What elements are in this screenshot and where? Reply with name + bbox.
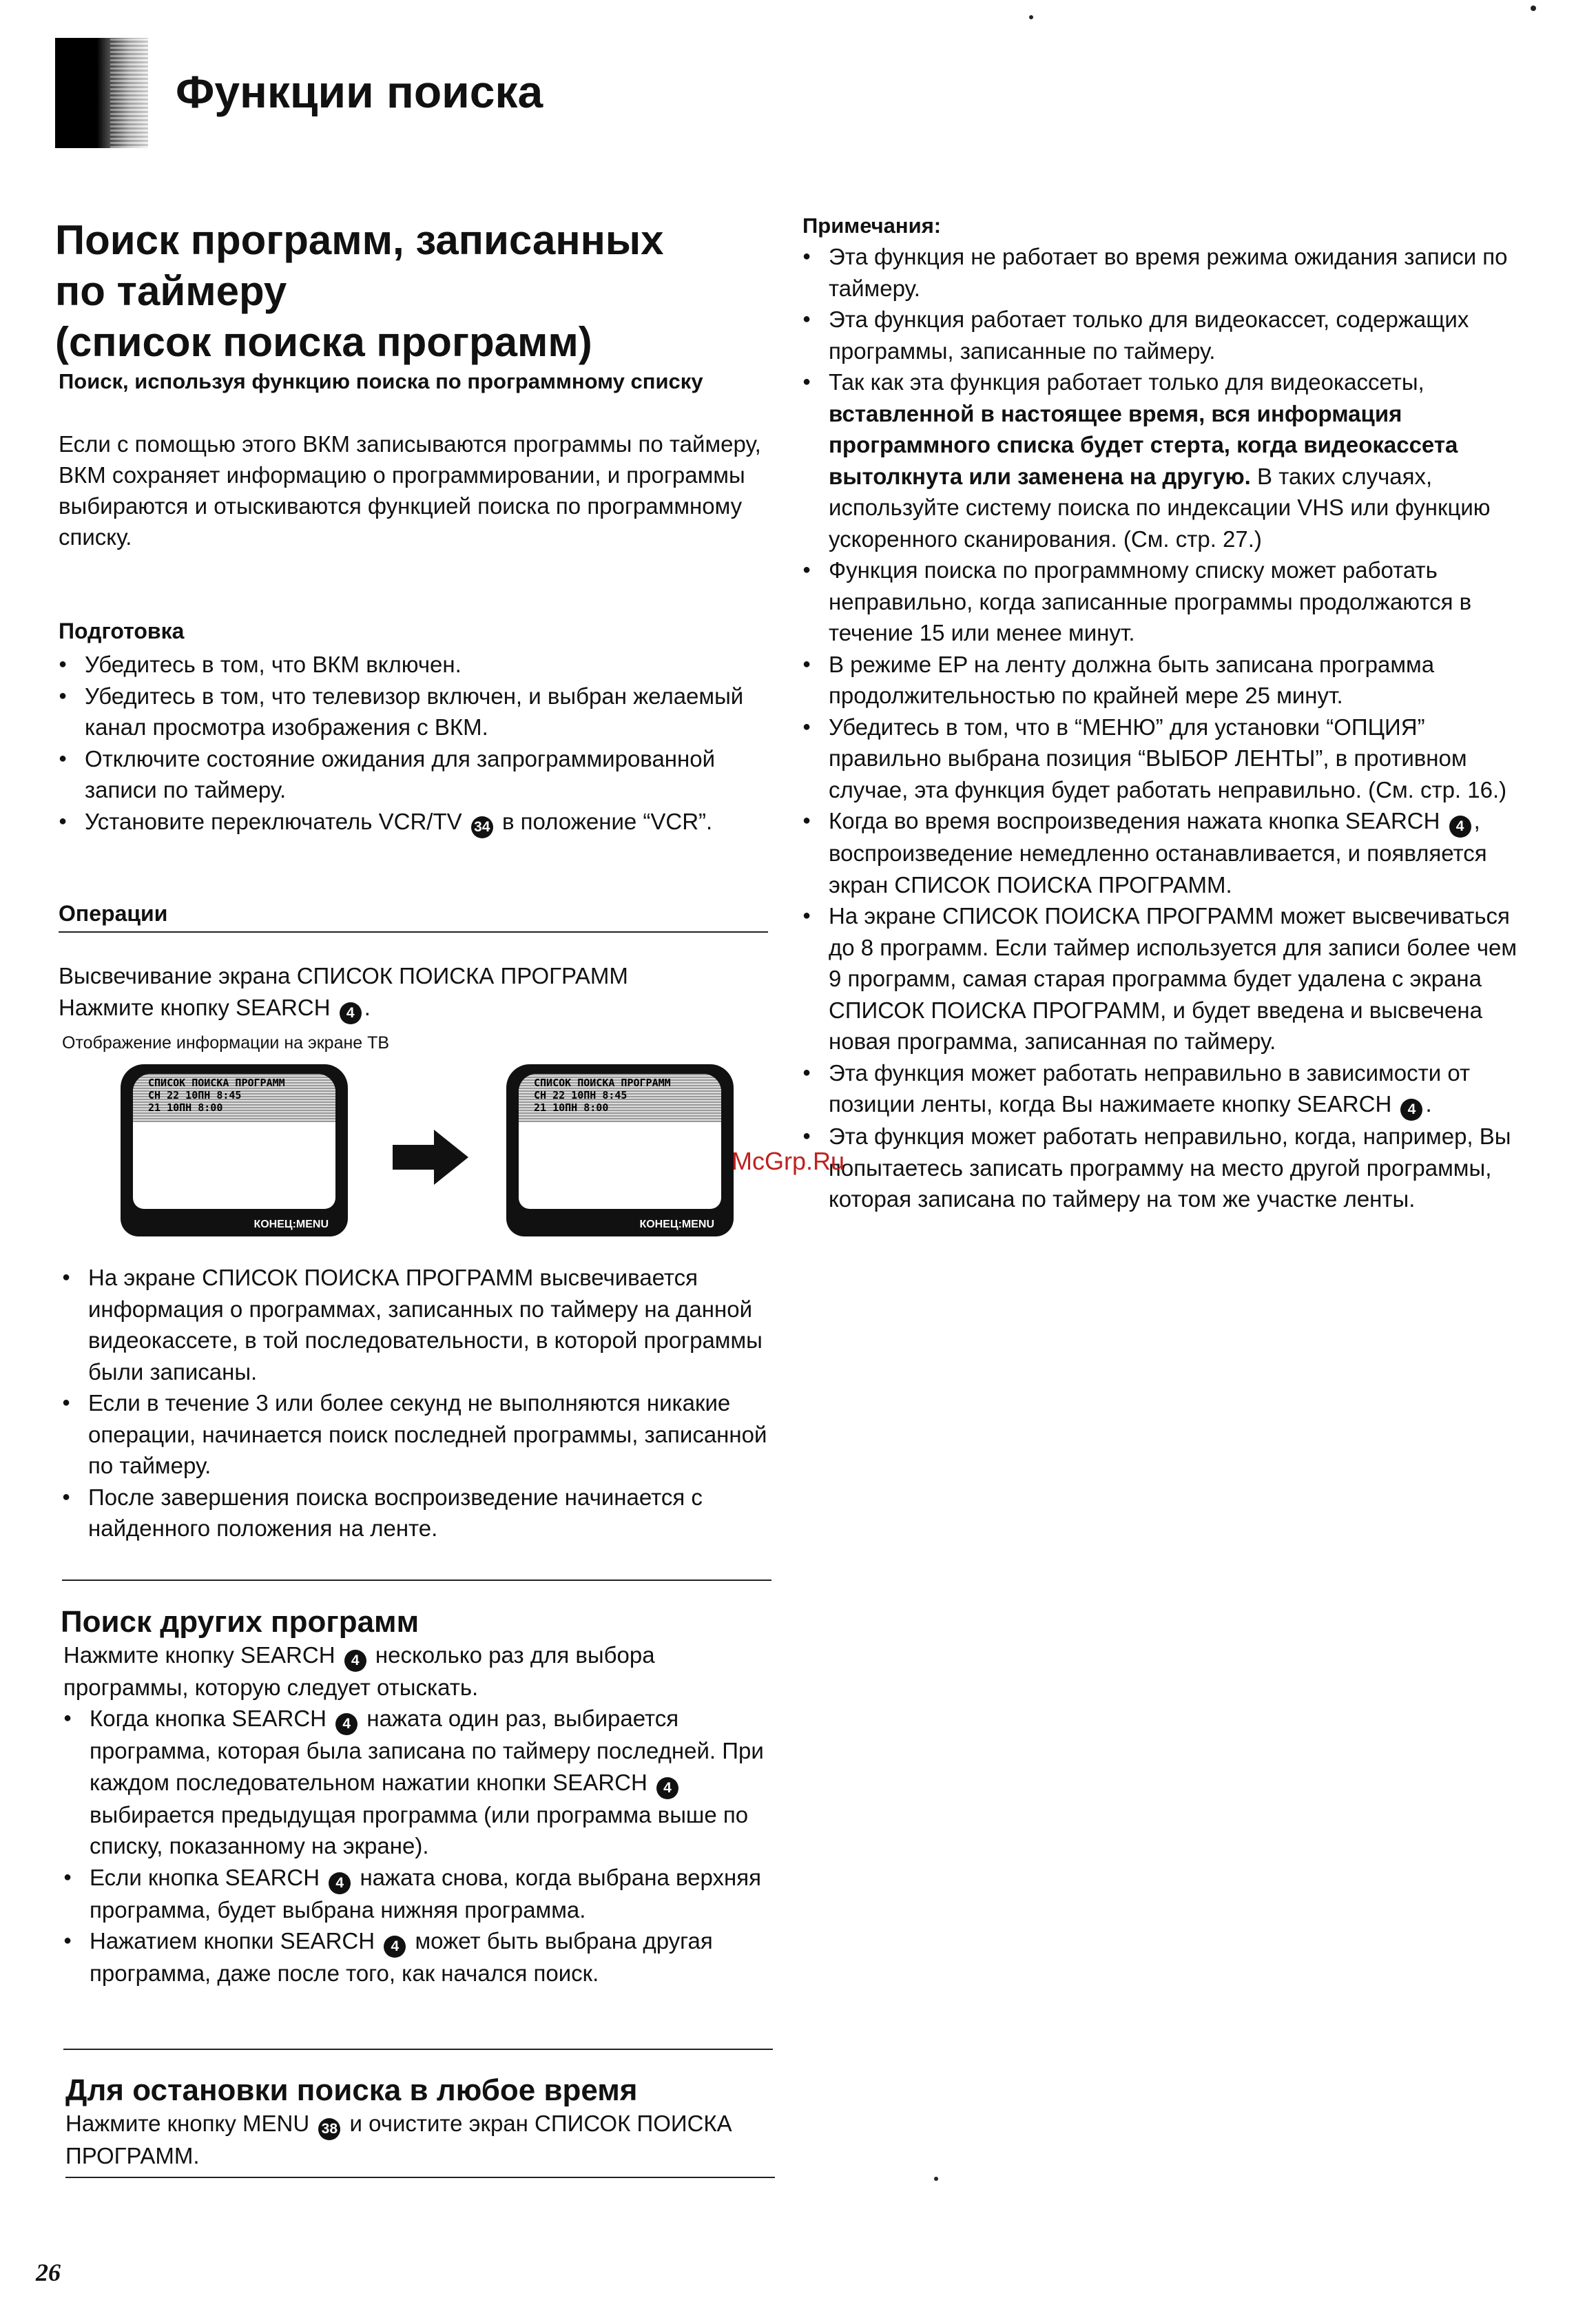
section-tab-marker	[55, 38, 148, 148]
operations-label: Операции	[59, 901, 168, 926]
preparation-label: Подготовка	[59, 619, 185, 643]
other-programs-intro: Нажмите кнопку SEARCH 4 несколько раз для выбора программы, которую следует отыскать.	[63, 1642, 655, 1700]
note-item: ● Эта функция работает только для видеокассет, содержащих программы, записанные по таймеру.	[802, 304, 1526, 366]
operations-item: ● Если в течение 3 или более секунд не выполняются никакие операции, начинается поиск последней программы, записанной по таймеру.	[62, 1387, 771, 1482]
intro-text: Если с помощью этого ВКМ записываются программы по таймеру, ВКМ сохраняет информацию о программировании, и программы выбираются и отыскиваются функцией поиска по программному списку.	[59, 431, 761, 550]
scan-speck	[934, 2177, 938, 2181]
note-item: ● Так как эта функция работает только для видеокассеты, вставленной в настоящее время, вся информация программного списка будет стерта, когда видеокассета вытолкнута или заменена на другую. В таких случаях, используйте систему поиска по индексации VHS или функцию ускоренного сканирования. (См. стр. 27.)	[802, 366, 1526, 555]
note-item: ● В режиме EP на ленту должна быть записана программа продолжительностью по крайней мере 25 минут.	[802, 649, 1526, 712]
search-button-ref: 4	[335, 1713, 357, 1735]
search-button-ref: 4	[1449, 816, 1471, 838]
divider	[62, 1580, 771, 1581]
main-heading	[55, 215, 778, 368]
note-item: ● Убедитесь в том, что в “МЕНЮ” для установки “ОПЦИЯ” правильно выбрана позиция “ВЫБОР ЛЕНТЫ”, в противном случае, эта функция будет работать неправильно. (См. стр. 16.)	[802, 712, 1526, 806]
note-item: ● Эта функция не работает во время режима ожидания записи по таймеру.	[802, 241, 1526, 304]
intro-subhead: Поиск, используя функцию поиска по программному списку	[59, 369, 703, 393]
tv-list-row: CH 22 10ПН 8:45	[534, 1089, 628, 1101]
tv-display-caption: Отображение информации на экране ТВ	[62, 1033, 390, 1053]
section-title: Функции поиска	[176, 66, 543, 117]
other-programs-heading: Поиск других программ	[61, 1605, 419, 1639]
page-number: 26	[36, 2259, 61, 2286]
note-item: ● Когда во время воспроизведения нажата кнопка SEARCH 4 , воспроизведение немедленно останавливается, и появляется экран СПИСОК ПОИСКА ПРОГРАММ.	[802, 805, 1526, 900]
search-button-ref: 4	[340, 1002, 362, 1024]
note-item: ● Эта функция может работать неправильно, когда, например, Вы попытаетесь записать программу на место другой программы, которая записана по таймеру на том же участке ленты.	[802, 1121, 1526, 1215]
tv-footer-end-menu: КОНЕЦ:MENU	[639, 1219, 714, 1230]
watermark: McGrp.Ru	[732, 1147, 845, 1175]
tv-screen-after	[506, 1064, 734, 1236]
operations-item: ● После завершения поиска воспроизведение начинается с найденного положения на ленте.	[62, 1482, 771, 1544]
operations-line-2: Нажмите кнопку SEARCH 4 .	[59, 992, 768, 1024]
tv-footer-end-menu: КОНЕЦ:MENU	[253, 1219, 329, 1230]
operations-list	[62, 1262, 771, 1544]
search-button-ref: 4	[1400, 1099, 1422, 1121]
preparation-item: ● Отключите состояние ожидания для запрограммированной записи по таймеру.	[59, 743, 768, 806]
note-item: ● На экране СПИСОК ПОИСКА ПРОГРАММ может высвечиваться до 8 программ. Если таймер используется для записи более чем 9 программ, самая старая программа будет удалена с экрана СПИСОК ПОИСКА ПРОГРАММ, и будет введена и высвечена новая программа, записанная по таймеру.	[802, 900, 1526, 1057]
divider	[65, 2177, 775, 2178]
notes-label: Примечания:	[802, 214, 942, 238]
note-item: ● Эта функция может работать неправильно в зависимости от позиции ленты, когда Вы нажимаете кнопку SEARCH 4 .	[802, 1057, 1526, 1121]
tv-list-row: 21 10ПН 8:00	[148, 1101, 223, 1114]
vcr-tv-button-ref: 34	[471, 816, 493, 838]
tv-list-row: CH 22 10ПН 8:45	[148, 1089, 242, 1101]
main-heading-line-1: Поиск программ, записанных	[55, 217, 664, 263]
search-button-ref: 4	[329, 1872, 351, 1894]
other-programs-item: ● Когда кнопка SEARCH 4 нажата один раз, выбирается программа, которая была записана по таймеру последней. При каждом последовательном нажатии кнопки SEARCH 4 выбирается предыдущая программа (или программа выше по списку, показанному на экране).	[63, 1703, 773, 1862]
notes-list	[802, 241, 1526, 1215]
preparation-item: ● Убедитесь в том, что телевизор включен, и выбран желаемый канал просмотра изображения с ВКМ.	[59, 681, 768, 743]
other-programs-item: ● Нажатием кнопки SEARCH 4 может быть выбрана другая программа, даже после того, как начался поиск.	[63, 1925, 773, 1989]
other-programs-item: ● Если кнопка SEARCH 4 нажата снова, когда выбрана верхняя программа, будет выбрана нижняя программа.	[63, 1862, 773, 1926]
preparation-item: ● Убедитесь в том, что ВКМ включен.	[59, 649, 768, 681]
divider	[59, 931, 768, 933]
operations-item: ● На экране СПИСОК ПОИСКА ПРОГРАММ высвечивается информация о программах, записанных по таймеру на данной видеокассете, в той последовательности, в которой программы были записаны.	[62, 1262, 771, 1387]
tv-list-row: 21 10ПН 8:00	[534, 1101, 609, 1114]
preparation-item: ● Установите переключатель VCR/TV 34 в положение “VCR”.	[59, 806, 768, 838]
divider	[63, 2049, 773, 2050]
tv-list-title: СПИСОК ПОИСКА ПРОГРАММ	[534, 1077, 671, 1089]
tv-list-title: СПИСОК ПОИСКА ПРОГРАММ	[148, 1077, 285, 1089]
search-button-ref: 4	[344, 1650, 366, 1672]
preparation-list	[59, 649, 768, 838]
stop-search-text: Нажмите кнопку MENU 38 и очистите экран СПИСОК ПОИСКА ПРОГРАММ.	[65, 2111, 732, 2168]
arrow-right-icon	[393, 1130, 468, 1185]
other-programs-list	[63, 1703, 773, 1989]
scan-speck	[1029, 15, 1033, 19]
operations-line-1: Высвечивание экрана СПИСОК ПОИСКА ПРОГРАММ	[59, 963, 628, 988]
tv-screen-before	[121, 1064, 348, 1236]
menu-button-ref: 38	[318, 2118, 340, 2140]
search-button-ref: 4	[656, 1777, 678, 1799]
search-button-ref: 4	[384, 1936, 406, 1958]
stop-search-heading: Для остановки поиска в любое время	[65, 2073, 638, 2107]
main-heading-line-3: (список поиска программ)	[55, 319, 592, 365]
scan-speck	[1531, 6, 1536, 11]
main-heading-line-2: по таймеру	[55, 268, 287, 314]
note-item: ● Функция поиска по программному списку может работать неправильно, когда записанные программы продолжаются в течение 15 или менее минут.	[802, 555, 1526, 649]
